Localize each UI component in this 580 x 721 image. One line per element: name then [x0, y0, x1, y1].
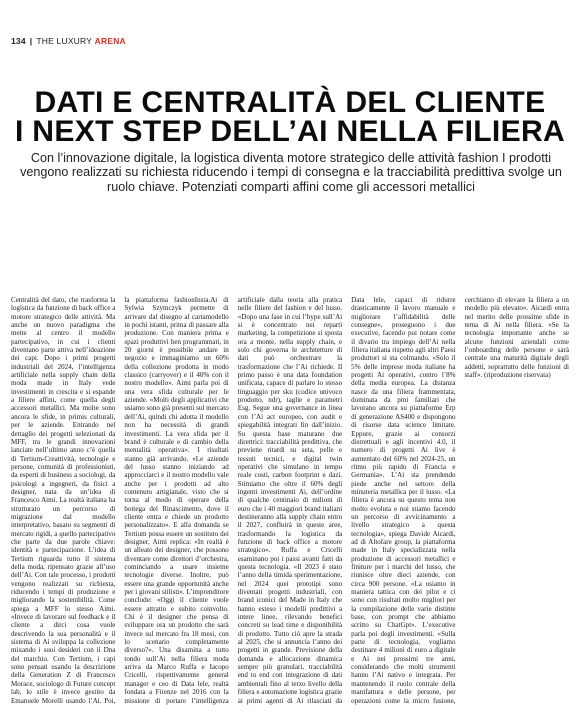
headline-line-2: I NEXT STEP DELL’AI NELLA FILIERA	[14, 115, 566, 148]
page-number: 134	[11, 36, 26, 46]
headline	[0, 88, 580, 146]
standfirst: Con l’innovazione digitale, la logistica diventa motore strategico delle attività fashion I prodotti vengono realizzati su richiesta riducendo i tempi di consegna e la tracciabilità predittiva svolge un ruolo chiave. Potenziati comparti affini come gli accessori metallici	[20, 151, 562, 194]
header-separator: |	[29, 36, 33, 46]
section-label: THE LUXURY	[36, 36, 93, 46]
article-text: Centralità del dato, che trasforma la logistica da funzione di back office a motore strategico delle attività. Ma anche un nuovo paradigma che mette al centro il modello partecipativo, in cui i clienti diventano parte attiva nell’ideazione dei capi. Dopo i primi progetti industriali del 2024, l’intelligenza artificiale nella supply chain della moda made in Italy vede investimenti in crescita e si espande a filiere affini, come quella degli accessori metallici. Ma molte sono ancora le sfide, in primis culturali, per le aziende. Entrando nel dettaglio dei progetti selezionati da MFF, tra le grandi innovazioni lanciate nell’ultimo anno c’è quella di Tertium-Creattività, tecnologie e persone, comunità di professionisti, da esperti di business a sociologi, da psicologi a ingegneri, da fisici a designer, nata da un’idea di Francesco Aimi. La realtà italiana ha strutturato un percorso di migrazione dal modello interpretativo, basato su segmenti di mercato rigidi, a quello partecipativo che parte da due parole chiave: identità e partecipazione. L’idea di Tertium riguarda tutto il sistema della moda, ripensato grazie all’uso dell’Ai. Con tale processo, i prodotti vengono realizzati su richiesta, riducendo i tempi di produzione e migliorando la sostenibilità. Come spiega a MFF lo stesso Aimi. «Invece di lavorare sul feedback e il cliente a dirci cosa vuole descrivendo la sua personalità e il sistema di Ai sviluppa la collezione mixando i suoi desideri con il Dna del marchio. Con Tertium, i capi sono pensati usando la descrizione della Generation Z di Francesco Morace, sociologo di Future concept lab, lo stile è invece gestito da Emanuele Morelli usando l’Ai. Poi, la piattaforma fashionInsta.Ai di Sylwia Szymczyk permette di arrivare dal disegno al cartamodello in pochi istanti, prima di passare alla produzione. Con maniera prima e spazi produttivi ben programmati, in 20 giorni è possibile andare in negozio e immaginiamo un 60% della collezione prodotta in modo classico (carryover) e il 40% con il nostro modello». Aimi parla poi di una vera sfida culturale per le aziende. «Molti degli applicativi che usiamo sono già presenti sul mercato dell’Ai, quindi chi adotta il modello non ha necessità di grandi investimenti. La vera sfida per il brand è culturale e di cambio della mentalità operativa». I risultati stanno già arrivando. «Le aziende del lusso stanno iniziando ad approcciarci e il nostro modello vale anche per i prodotti ad alto contenuto artigianale, visto che si torna al modo di operare della bottega del Rinascimento, dove il cliente entra e chiede un prodotto personalizzato». E alla domanda se Tertium possa essere un sostituto dei designer, Aimi replica: «In realtà è un alleato dei designer, che possono diventare come direttori d’orchestra, cominciando a usare insieme tecnologie diverse. Inoltre, può essere una grande opportunità anche per i giovani stilisti». L’imprenditore conclude: «Oggi il cliente vuole essere attratto e subito coinvolto. Chi è il designer che pensa di sviluppare ora un prodotto che sarà invece sul mercato fra 18 mesi, con lo scenario completamente diverso?». Una disamina a tutto tondo sull’Ai nella filiera moda arriva da Marco Ruffa e Iacopo Cricelli, rispettivamente general manager e ceo di Data lele, realtà fondata a Firenze nel 2016 con la missione di portare l’intelligenza artificiale dalla teoria alla pratica nelle filiere del fashion e del lusso. «Dopo una fase in cui l’hype sull’Ai si è concentrato nei reparti marketing, la competizione si sposta ora a monte, nella supply chain, e solo chi governa le architetture di dati può orchestrare la trasformazione che l’Ai richiede. Il primo passo è una data foundation unificata, capace di parlare lo stesso linguaggio per sku (codice univoco prodotto, ndr), taglie e parametri Esg. Segue una governance in linea con l’Ai act europeo, con audit e spiegabilità integrati fin dall’inizio. Su questa base maturano due direttrici: tracciabilità predittiva, che previene ritardi su seta, pelle e tessuti tecnici, e digital twin operativi che simulano in tempo reale costi, carbon footprint e dazi. Stimiamo che oltre il 60% degli ingenti investimenti Ai, dell’ordine di qualche centinaio di milioni di euro che i 40 maggiori brand italiani destineranno alla supply chain entro il 2027, confluirà in queste aree, trasformando la logistica da funzione di back office a motore strategico». Ruffa e Cricelli esaminano poi i passi avanti fatti da questa tecnologia. «Il 2023 è stato l’anno della timida sperimentazione, nel 2024 quei prototipi sono diventati progetti industriali, con brand iconici del Made in Italy che hanno esteso i modelli predittivi a intere linee, rilevando benefici concreti su lead time e disponibilità di prodotto. Tutto ciò apre la strada al 2025, che si annuncia l’anno dei progetti in grande. Previsione della domanda e allocazione dinamica sempre più granulari, tracciabilità end to end con integrazione di dati ambientali fino al terzo livello della filiera e automazione logistica grazie ai primi agenti di Ai rilasciati da Data lele, capaci di ridurre drasticamente il lavoro manuale e migliorare l’affidabilità delle consegne», proseguono i due executive, facendo poi notare come il divario tra impiego dell’Ai nella filiera italiana rispetto agli altri Paesi produttori si sta colmando. «Solo il 5% delle imprese moda italiane ha progetti Ai operativi, contro l’8% della media europea. La distanza nasce da una filiera frammentata, dominata da pmi familiari che lavorano ancora su piattaforme Erp di generazione AS400 e dispongono di risorse data science limitate. Eppure, grazie ai consorzi distrettuali e agli incentivi 4.0, il numero di progetti Ai live è aumentato del 60% nel 2024-25, un ritmo più rapido di Francia e Germania». L’Ai sta prendendo piede anche nel settore della minuteria metallica per il lusso. «La filiera è ancora su questo tema non molto evoluta e noi stiamo facendo un percorso di avvicinamento a livello strategico a questa tecnologia», spiega Davide Aicardi, ad di Altofare group, la piattaforma made in Italy specializzata nella produzione di accessori metallici e finiture per i marchi del lusso, che riunisce oltre dieci aziende, con circa 900 persone. «La usiamo in maniera tattica con dei pilot e ci sono con risultati molto migliori per la compilazione delle varie distinte base, con prompt che abbiamo scritto su ChatGpt». L’executive parla poi degli investimenti. «Sulla parte di tecnologia, vogliamo destinare 4 milioni di euro a digitale e Ai nei prossimi tre anni, considerando che molti strumenti hanno l’Ai nativo e integrata. Per mantenendo il ruolo centrale della manifattura e delle persone, per operazioni come la micro fusione, cerchiamo di elevare la filiera a un modello più elevato». Aicardi entra nel merito delle prossime sfide in tema di Ai nella filiera. «Se la tecnologia importante anche se alcune funzioni aziendali come l’onboarding delle persone e sarà centrale una maturità digitale degli addetti, soprattutto delle funzioni di staff». (riproduzione riservata)	[11, 296, 569, 705]
article-body	[11, 296, 569, 711]
headline-line-1: DATI E CENTRALITÀ DEL CLIENTE	[34, 86, 546, 119]
section-label-highlight: ARENA	[94, 36, 126, 46]
running-header	[11, 36, 126, 46]
